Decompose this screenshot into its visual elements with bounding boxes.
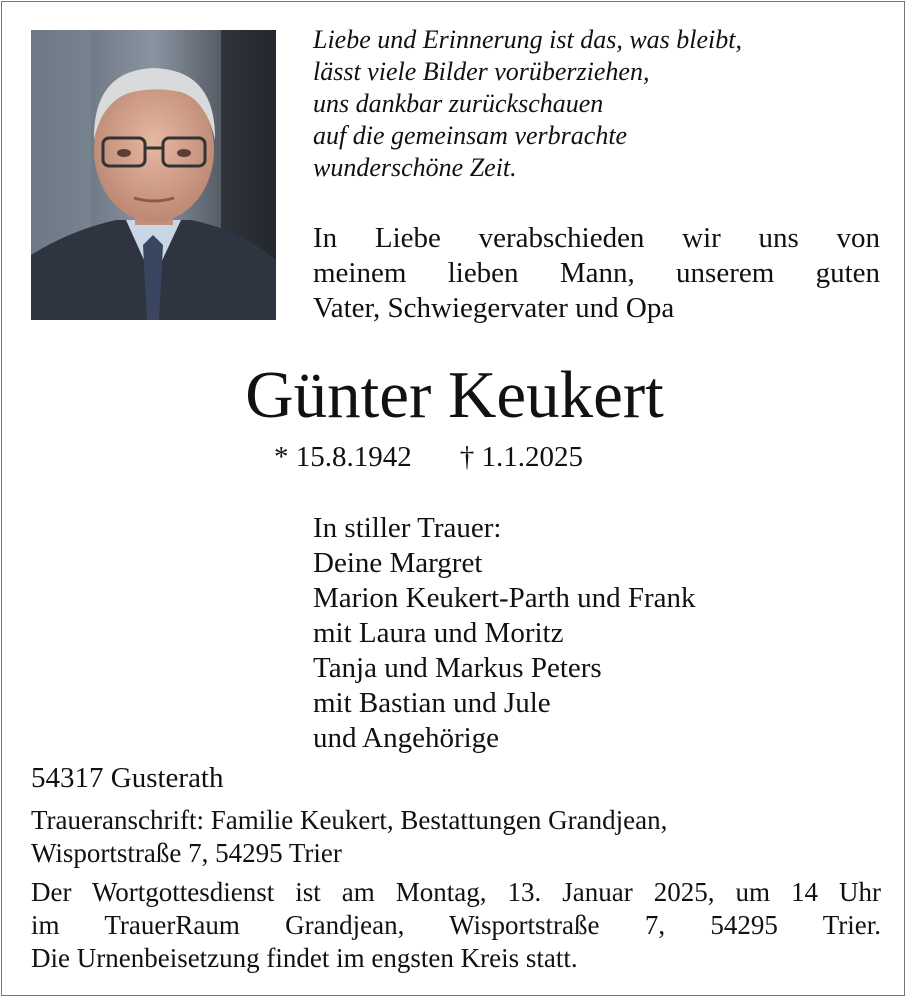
hometown: 54317 Gusterath xyxy=(31,762,224,794)
intro-line: Vater, Schwiegervater und Opa xyxy=(313,292,675,324)
poem xyxy=(313,24,883,184)
intro-line: In Liebe verabschieden wir uns von xyxy=(313,222,880,254)
mourning-address xyxy=(31,804,791,870)
portrait-photo-icon xyxy=(31,30,276,320)
death-date: † 1.1.2025 xyxy=(459,441,583,473)
address-line: Wisportstraße 7, 54295 Trier xyxy=(31,838,342,868)
poem-line: auf die gemeinsam verbrachte xyxy=(313,121,628,150)
mourner-line: Tanja und Markus Peters xyxy=(313,652,602,684)
intro-line: meinem lieben Mann, unserem guten xyxy=(313,257,880,289)
service-line: Der Wortgottesdienst ist am Montag, 13. Januar 2025, um 14 Uhr xyxy=(31,877,881,907)
mourners-heading: In stiller Trauer: xyxy=(313,512,502,544)
mourners-list xyxy=(313,511,873,756)
life-dates xyxy=(274,437,674,477)
service-line: im TrauerRaum Grandjean, Wisportstraße 7, 54295 Trier. xyxy=(31,910,881,940)
mourner-line: Marion Keukert-Parth und Frank xyxy=(313,582,696,614)
mourner-line: mit Laura und Moritz xyxy=(313,617,564,649)
birth-date: * 15.8.1942 xyxy=(274,441,412,473)
deceased-name: Günter Keukert xyxy=(245,358,664,432)
service-line: Die Urnenbeisetzung findet im engsten Kreis statt. xyxy=(31,943,578,973)
intro-text xyxy=(313,221,880,326)
poem-line: uns dankbar zurückschauen xyxy=(313,89,604,118)
poem-line: wunderschöne Zeit. xyxy=(313,153,517,182)
mourner-line: und Angehörige xyxy=(313,722,500,754)
mourner-line: Deine Margret xyxy=(313,547,483,579)
portrait-photo xyxy=(31,30,276,320)
poem-line: Liebe und Erinnerung ist das, was bleibt, xyxy=(313,25,742,54)
mourner-line: mit Bastian und Jule xyxy=(313,687,551,719)
poem-line: lässt viele Bilder vorüberziehen, xyxy=(313,57,650,86)
service-info xyxy=(31,876,881,975)
address-line: Traueranschrift: Familie Keukert, Bestattungen Grandjean, xyxy=(31,805,668,835)
